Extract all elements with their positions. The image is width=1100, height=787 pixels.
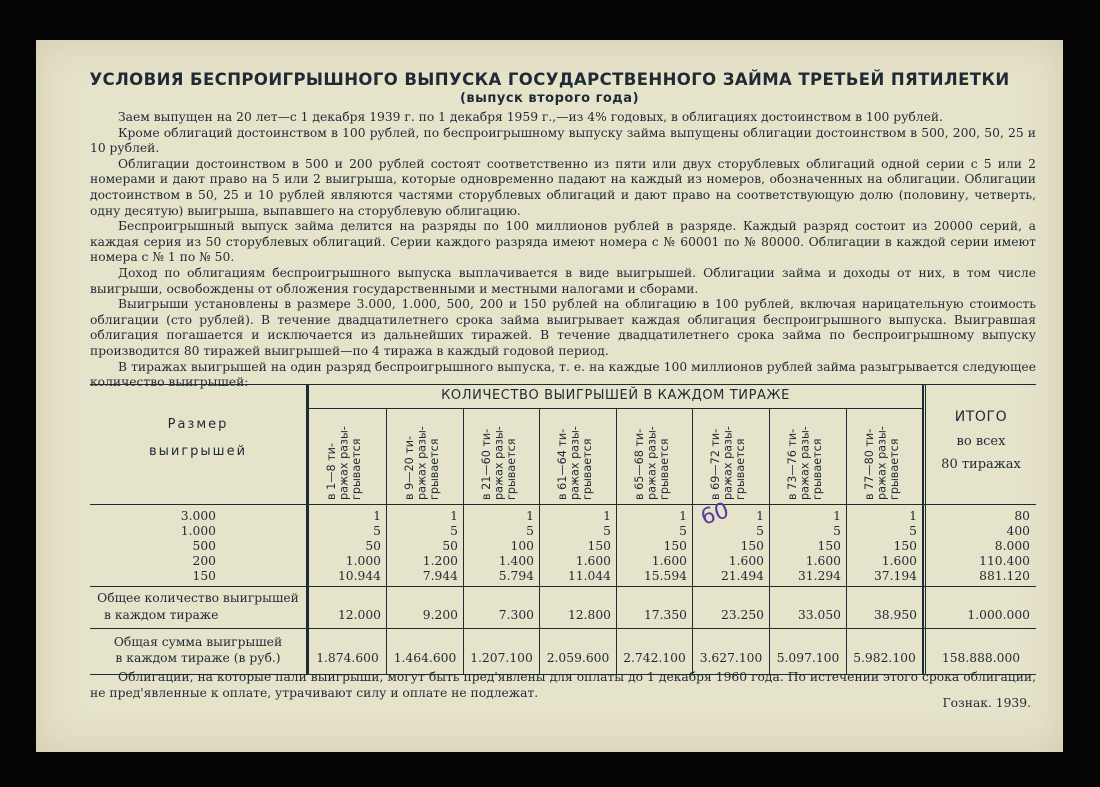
terms-text [90,110,1036,391]
table-cell: 1.600 [728,554,764,568]
count-row-label: Общее количество выигрышей [97,591,299,605]
table-cell: 1 [603,509,611,523]
count-row-label: в каждом тираже [104,608,219,622]
prize-size: 500 [192,539,216,553]
table-cell: 1 [756,509,764,523]
table-cell: 5 [603,524,611,538]
table-rule [90,504,1036,505]
table-cell: 5 [756,524,764,538]
table-cell: 5 [450,524,458,538]
table-cell: 21.494 [720,569,764,583]
table-total: 80 [1014,509,1030,523]
table-cell: 1 [679,509,687,523]
document-title: УСЛОВИЯ БЕСПРОИГРЫШНОГО ВЫПУСКА ГОСУДАРСТВЕННОГО ЗАЙМА ТРЕТЬЕЙ ПЯТИЛЕТКИ [89,70,1010,89]
table-cell: 10.944 [337,569,381,583]
paragraph: Доход по облигациям беспроигрышного выпуска выплачивается в виде выигрышей. Облигации займа и доходы от них, в том числе выигрыши, освобождены от обложения государственными и местными налогами и сборами. [90,265,1036,296]
table-cell: 150 [817,539,841,553]
table-cell: 2.742.100 [623,651,686,665]
table-cell: 31.294 [797,569,841,583]
period-header: в 77—80 ти- ражах разы- грывается [863,426,901,500]
count-header: КОЛИЧЕСТВО ВЫИГРЫШЕЙ В КАЖДОМ ТИРАЖЕ [441,388,790,403]
table-total: 400 [1006,524,1030,538]
paragraph: Заем выпущен на 20 лет—с 1 декабря 1939 г. по 1 декабря 1959 г.,—из 4% годовых, в облигациях достоинством в 100 рублей. [118,110,943,124]
table-cell: 3.627.100 [699,651,763,665]
table-cell: 1 [909,509,917,523]
table-cell: 150 [893,539,917,553]
table-cell: 1.600 [651,554,687,568]
size-header: выигрышей [148,444,248,459]
sum-row-label: Общая сумма выигрышей [113,635,283,649]
imprint: Гознак. 1939. [942,696,1031,710]
table-total: 1.000.000 [967,608,1030,622]
table-cell: 1.600 [575,554,611,568]
period-header: в 9—20 ти- ражах разы- грывается [403,426,441,500]
table-cell: 2.059.600 [546,651,610,665]
table-cell: 1 [833,509,841,523]
table-cell: 1.874.600 [316,651,379,665]
table-cell: 12.800 [567,608,611,622]
handwritten-mark: 60 [697,498,733,531]
table-cell: 50 [365,539,381,553]
period-header: в 65—68 ти- ражах разы- грывается [633,426,671,500]
total-header: во всех [956,434,1006,449]
table-cell: 5 [833,524,841,538]
paragraph: Облигации достоинством в 500 и 200 рублей состоят соответственно из пяти или двух сторублевых облигаций одной серии с 5 или 2 номерами и дают право на 5 или 2 выигрыша, которые одновременно падают на каждый из номеров, обозначенных на облигации. Облигации достоинством в 50, 25 и 10 рублей являются частями сторублевых облигаций и дают право на соответствующую долю (половину, четверть, одну десятую) выигрыша, выпавшего на сторублевую облигацию. [90,156,1036,218]
table-cell: 150 [587,539,611,553]
sum-row-label: в каждом тираже (в руб.) [115,651,281,665]
table-cell: 17.350 [643,608,687,622]
table-cell: 1.000 [345,554,381,568]
table-cell: 5.794 [498,569,534,583]
table-cell: 1 [373,509,381,523]
bond-sheet [36,40,1063,752]
period-header: в 1—8 ти- ражах разы- грывается [325,426,363,500]
table-total: 881.120 [979,569,1030,583]
paragraph: Выигрыши установлены в размере 3.000, 1.000, 500, 200 и 150 рублей на облигацию в 100 рублей, включая нарицательную стоимость облигации (сто рублей). В течение двадцатилетнего срока займа выигрывает каждая облигация беспроигрышного выпуска. Выигравшая облигация погашается и исключается из дальнейших тиражей. В течение двадцатилетнего срока займа по беспроигрышному выпуску производится 80 тиражей выигрышей—по 4 тиража в каждый годовой период. [90,297,1036,358]
table-cell: 5.982.100 [853,651,916,665]
table-cell: 15.594 [643,569,687,583]
table-cell: 38.950 [873,608,917,622]
table-cell: 5 [526,524,534,538]
period-header: в 61—64 ти- ражах разы- грывается [556,426,594,500]
table-cell: 5.097.100 [776,651,840,665]
table-cell: 33.050 [797,608,841,622]
period-header: в 69—72 ти- ражах разы- грывается [709,426,747,500]
table-cell: 1 [526,509,534,523]
prize-size: 1.000 [180,524,216,538]
period-header: в 73—76 ти- ражах разы- грывается [786,426,824,500]
footer-text [90,670,1036,701]
table-cell: 1.600 [881,554,917,568]
table-total: 110.400 [979,554,1030,568]
paragraph: В тиражах выигрышей на один разряд беспроигрышного выпуска, т. е. на каждые 100 миллионов рублей займа разыгрывается следующее количество выигрышей: [90,359,1036,390]
table-cell: 11.044 [567,569,611,583]
table-cell: 12.000 [337,608,381,622]
footer-paragraph: Облигации, на которые пали выигрыши, могут быть пред'явлены для оплаты до 1 декабря 1960 года. По истечении этого срока облигации, не пред'явленные к оплате, утрачивают силу и оплате не подлежат. [90,670,1036,700]
period-header: в 21—60 ти- ражах разы- грывается [480,426,518,500]
table-cell: 7.300 [498,608,534,622]
table-cell: 9.200 [422,608,458,622]
prize-size: 200 [192,554,216,568]
table-cell: 5 [373,524,381,538]
table-rule [90,628,1036,629]
table-rule [90,586,1036,587]
paragraph: Беспроигрышный выпуск займа делится на разряды по 100 миллионов рублей в разряде. Каждый разряд состоит из 20000 серий, а каждая серия из 50 сторублевых облигаций. Серии каждого разряда имеют номера с № 60001 по № 80000. Облигации в каждой серии имеют номера с № 1 по № 50. [90,219,1036,265]
table-total: 8.000 [994,539,1030,553]
prize-table [90,384,1036,674]
table-cell: 100 [510,539,534,553]
total-header: 80 тиражах [941,457,1021,472]
table-cell: 7.944 [422,569,458,583]
table-cell: 37.194 [873,569,917,583]
table-cell: 5 [909,524,917,538]
prize-size: 3.000 [180,509,216,523]
table-rule [922,384,924,674]
table-cell: 1.207.100 [470,651,533,665]
table-cell: 50 [442,539,458,553]
paragraph: Кроме облигаций достоинством в 100 рублей, по беспроигрышному выпуску займа выпущены облигации достоинством в 500, 200, 50, 25 и 10 рублей. [90,125,1036,156]
table-cell: 1.200 [422,554,458,568]
total-header: ИТОГО [954,409,1008,425]
table-total: 158.888.000 [941,651,1021,665]
table-cell: 1.600 [805,554,841,568]
table-rule [90,384,1036,385]
table-cell: 1 [450,509,458,523]
table-cell: 1.464.600 [393,651,457,665]
table-cell: 5 [679,524,687,538]
table-cell: 1.400 [498,554,534,568]
prize-size: 150 [192,569,216,583]
table-cell: 23.250 [720,608,764,622]
table-cell: 150 [740,539,764,553]
document-subtitle: (выпуск второго года) [459,91,640,106]
size-header: Размер [167,417,229,432]
table-cell: 150 [663,539,687,553]
